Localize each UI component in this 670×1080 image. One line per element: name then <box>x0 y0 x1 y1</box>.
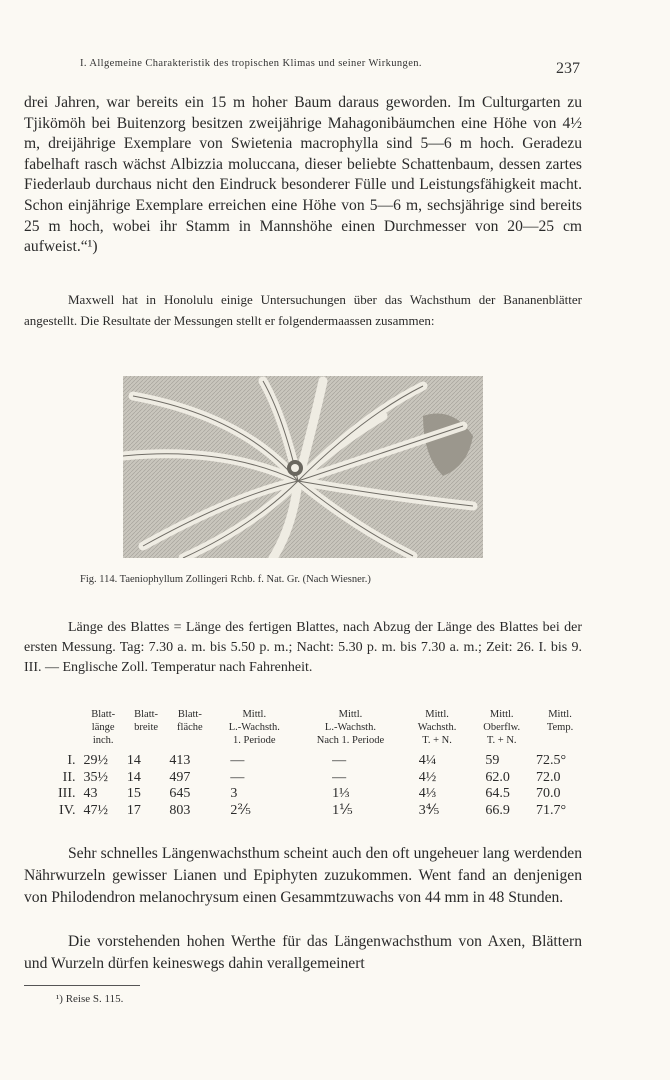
table-cell: 645 <box>169 786 191 802</box>
header-text: Mittl. L.-Wachsth. 1. Periode <box>228 709 280 746</box>
header-text: Blatt- fläche <box>177 709 203 733</box>
table-cell: 3⅘ <box>418 802 440 818</box>
table-cell: 17 <box>126 802 141 818</box>
table-cell: 47½ <box>83 802 108 818</box>
table-cell: 14 <box>126 769 141 785</box>
table-cell: 66.9 <box>485 802 510 818</box>
header-text: Mittl. Wachsth. T. + N. <box>417 709 457 746</box>
table-row <box>56 753 586 770</box>
table-cell: 4½ <box>418 769 437 785</box>
table-row <box>56 770 586 787</box>
table-cell: 2⅖ <box>230 802 251 818</box>
table-cell: 62.0 <box>485 769 510 785</box>
table-cell: 29½ <box>83 753 108 768</box>
table-cell: 72.0 <box>536 769 561 785</box>
table-cell: IV. <box>59 802 76 818</box>
paragraph-text: Sehr schnelles Längenwachsthum scheint auch den oft ungeheuer lang werdenden Nährwurzeln gewisser Lianen und Epiphyten zuzukommen. Went fand an denjenigen von Philodendron melanochrysum einen Gesammtzuwachs von 44 mm in 48 Stunden. <box>24 845 582 906</box>
table-cell: 64.5 <box>485 786 510 802</box>
header-text: Mittl. L.-Wachsth. Nach 1. Periode <box>316 709 385 746</box>
table-row <box>56 786 586 803</box>
table-cell: 14 <box>126 753 141 768</box>
column-header <box>125 708 167 753</box>
paragraph-conclusion <box>24 931 582 975</box>
paragraph-text: Maxwell hat in Honolulu einige Untersuchungen über das Wachsthum der Bananenblätter angestellt. Die Resultate der Messungen stellt er folgendermaassen zusammen: <box>24 292 582 328</box>
column-header <box>469 708 534 753</box>
table-cell: 70.0 <box>536 786 561 802</box>
page-number: 237 <box>556 60 580 77</box>
illustration-image <box>123 376 483 558</box>
header-text: Blatt- länge inch. <box>91 709 116 746</box>
table-cell: 35½ <box>83 769 108 785</box>
paragraph-measurement-notes <box>24 618 582 678</box>
table-cell: — <box>332 769 347 785</box>
column-header <box>82 708 125 753</box>
footnote: ¹) Reise S. 115. <box>56 993 124 1005</box>
table-cell: 1⅓ <box>332 786 350 802</box>
column-header <box>56 708 82 753</box>
table-cell: III. <box>58 786 76 802</box>
table-cell: — <box>230 753 245 768</box>
header-text: Mittl. Temp. <box>546 709 574 733</box>
table-cell: — <box>230 769 245 785</box>
paragraph-text: Länge des Blattes = Länge des fertigen Blattes, nach Abzug der Länge des Blattes bei der ersten Messung. Tag: 7.30 a. m. bis 5.50 p. m.; Nacht: 5.30 p. m. bis 7.30 a. m.; Zeit: 26. I. bis 9. III. — Englische Zoll. Temperatur nach Fahrenheit. <box>24 620 582 675</box>
table-cell: 4⅓ <box>418 786 437 802</box>
table-cell: 43 <box>83 786 98 802</box>
table-cell: 413 <box>169 753 191 768</box>
table-cell: 71.7° <box>536 802 567 818</box>
table-cell: 3 <box>230 786 238 802</box>
column-header <box>167 708 212 753</box>
column-header <box>405 708 470 753</box>
table-cell: 4¼ <box>418 753 437 768</box>
paragraph-growth-rates <box>24 93 582 258</box>
table-cell: 59 <box>485 753 500 768</box>
running-header: I. Allgemeine Charakteristik des tropischen Klimas und seiner Wirkungen. <box>80 58 422 69</box>
figure-caption: Fig. 114. Taeniophyllum Zollingeri Rchb. f. Nat. Gr. (Nach Wiesner.) <box>80 574 371 585</box>
table-cell: 15 <box>126 786 141 802</box>
table-cell: — <box>332 753 347 768</box>
column-header <box>296 708 405 753</box>
table-cell: 497 <box>169 769 191 785</box>
table-cell: 1⅕ <box>332 802 353 818</box>
header-text: Blatt- breite <box>134 709 159 733</box>
paragraph-maxwell <box>24 290 582 331</box>
table-header-row <box>56 708 586 753</box>
paragraph-root-growth <box>24 843 582 909</box>
header-text: Mittl. Oberflw. T. + N. <box>483 709 521 746</box>
table-row <box>56 803 586 820</box>
column-header <box>212 708 296 753</box>
table-cell: 803 <box>169 802 191 818</box>
footnote-divider <box>24 985 140 986</box>
paragraph-text: drei Jahren, war bereits ein 15 m hoher Baum daraus geworden. Im Culturgarten zu Tjikömöh bei Buitenzorg besitzen zweijährige Mahagonibäumchen eine Höhe von 4½ m, dreijährige Exemplare von Swietenia macrophylla sind 5—6 m hoch. Geradezu fabelhaft rasch wächst Albizzia moluccana, dieser beliebte Schattenbaum, dessen zartes Fiederlaub durchaus nicht den Eindruck besonderer Fülle und Leistungsfähigkeit macht. Schon einjährige Exemplare erreichen eine Höhe von 5—6 m, sechsjährige sind bereits 25 m hoch, wobei ihr Stamm in Mannshöhe einen Durchmesser von 20—25 cm aufweist.“¹) <box>24 94 582 256</box>
banana-leaf-growth-table <box>56 708 586 819</box>
table-cell: 72.5° <box>536 753 567 768</box>
paragraph-text: Die vorstehenden hohen Werthe für das Längenwachsthum von Axen, Blättern und Wurzeln dürfen keineswegs dahin verallgemeinert <box>24 933 582 972</box>
table-cell: II. <box>62 769 76 785</box>
figure-taeniophyllum <box>123 376 483 558</box>
column-header <box>534 708 586 753</box>
table-cell: I. <box>67 753 76 768</box>
